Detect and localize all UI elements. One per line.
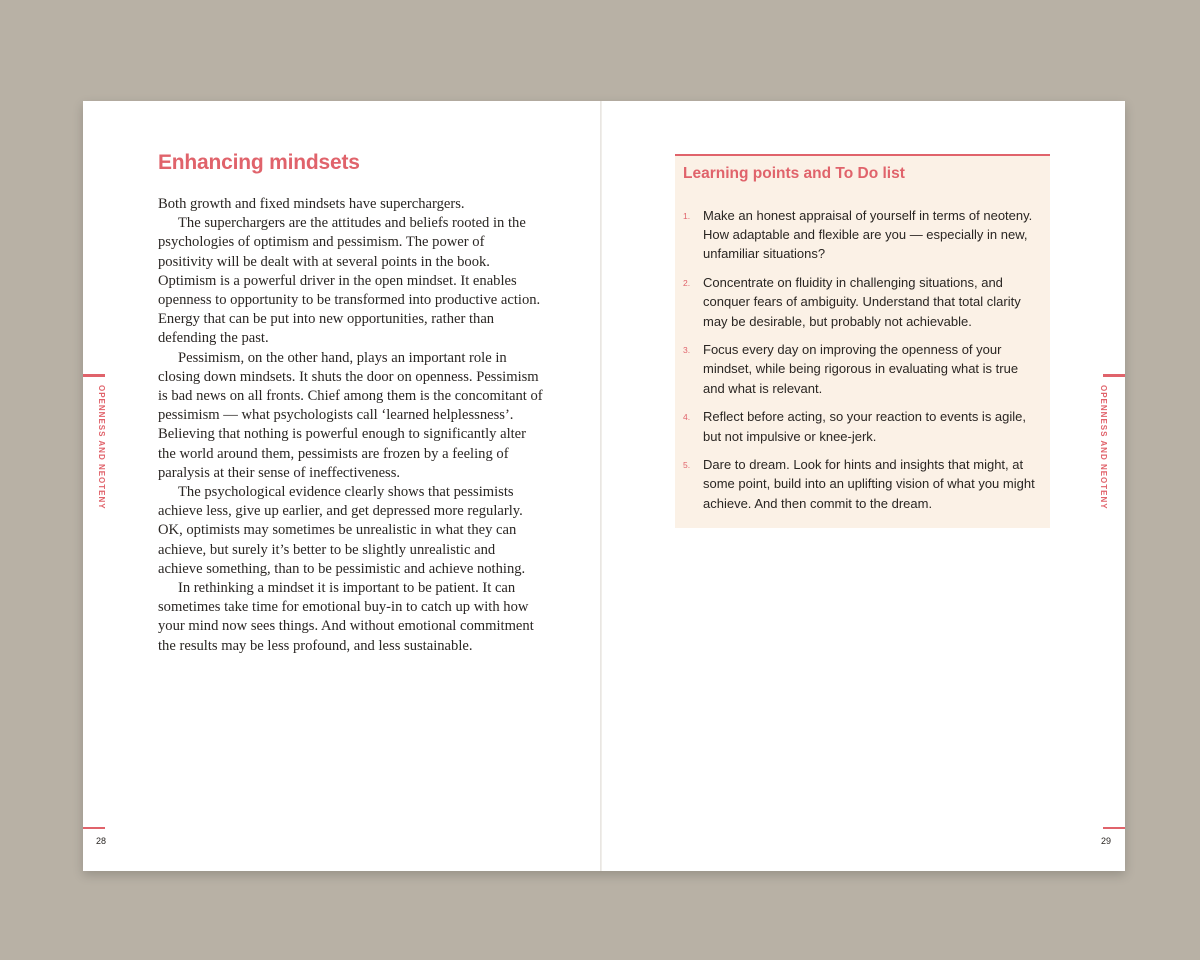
list-item [683, 206, 1038, 264]
section-marker-bar [1103, 374, 1125, 377]
list-number: 1. [683, 211, 691, 221]
list-item-text: Concentrate on fluidity in challenging situations, and conquer fears of ambiguity. Understand that total clarity may be desirable, but probably not achievable. [703, 275, 1021, 329]
list-item [683, 273, 1038, 331]
list-item-text: Focus every day on improving the openness of your mindset, while being rigorous in evaluating what is true and what is relevant. [703, 342, 1019, 396]
paragraph: In rethinking a mindset it is important to be patient. It can sometimes take time for emotional buy-in to catch up with how your mind now sees things. And without emotional commitment the results may be less profound, and less sustainable. [158, 580, 534, 654]
running-head: OPENNESS AND NEOTENY [97, 385, 106, 510]
paragraph: The superchargers are the attitudes and beliefs rooted in the psychologies of optimism and pessimism. The power of positivity will be dealt with at several points in the book. Optimism is a powerful driver in the open mindset. It enables openness to opportunity to be transformed into productive action. Energy that can be put into new opportunities, rather than defending the past. [158, 215, 541, 347]
page-number: 29 [1101, 836, 1112, 846]
list-item [683, 407, 1038, 445]
left-page [83, 101, 600, 871]
paragraph: Both growth and fixed mindsets have superchargers. [158, 196, 465, 212]
section-title: Enhancing mindsets [158, 151, 360, 174]
book-spread [83, 101, 1125, 871]
list-item [683, 340, 1038, 398]
list-item-text: Make an honest appraisal of yourself in terms of neoteny. How adaptable and flexible are you — especially in new, unfamiliar situations? [703, 208, 1033, 262]
box-title: Learning points and To Do list [683, 165, 905, 182]
learning-points-list [683, 206, 1038, 522]
list-number: 3. [683, 345, 691, 356]
page-number-bar [83, 827, 105, 829]
list-number: 5. [683, 460, 691, 471]
learning-points-box [675, 154, 1050, 528]
paragraph: Pessimism, on the other hand, plays an important role in closing down mindsets. It shuts the door on openness. Pessimism is bad news on all fronts. Chief among them is the concomitant of pessimism — what psychologists call ‘learned helplessness’. Believing that nothing is powerful enough to significantly alter the world around them, pessimists are frozen by a feeling of paralysis at their sense of ineffectiveness. [158, 349, 543, 481]
running-head: OPENNESS AND NEOTENY [1099, 385, 1108, 510]
list-number: 4. [683, 412, 691, 423]
list-number: 2. [683, 278, 691, 289]
page-number: 28 [96, 836, 107, 846]
right-page [602, 101, 1125, 871]
paragraph: The psychological evidence clearly shows that pessimists achieve less, give up earlier, and get depressed more regularly. OK, optimists may sometimes be unrealistic in what they can achieve, but surely it’s better to be slightly unrealistic and achieve something, than to be pessimistic and achieve nothing. [158, 484, 526, 577]
list-item-text: Reflect before acting, so your reaction to events is agile, but not impulsive or knee-jerk. [703, 409, 1027, 444]
list-item [683, 455, 1038, 513]
list-item-text: Dare to dream. Look for hints and insights that might, at some point, build into an uplifting vision of what you might achieve. And then commit to the dream. [703, 457, 1035, 511]
body-text [158, 195, 543, 656]
section-marker-bar [83, 374, 105, 377]
page-number-bar [1103, 827, 1125, 829]
